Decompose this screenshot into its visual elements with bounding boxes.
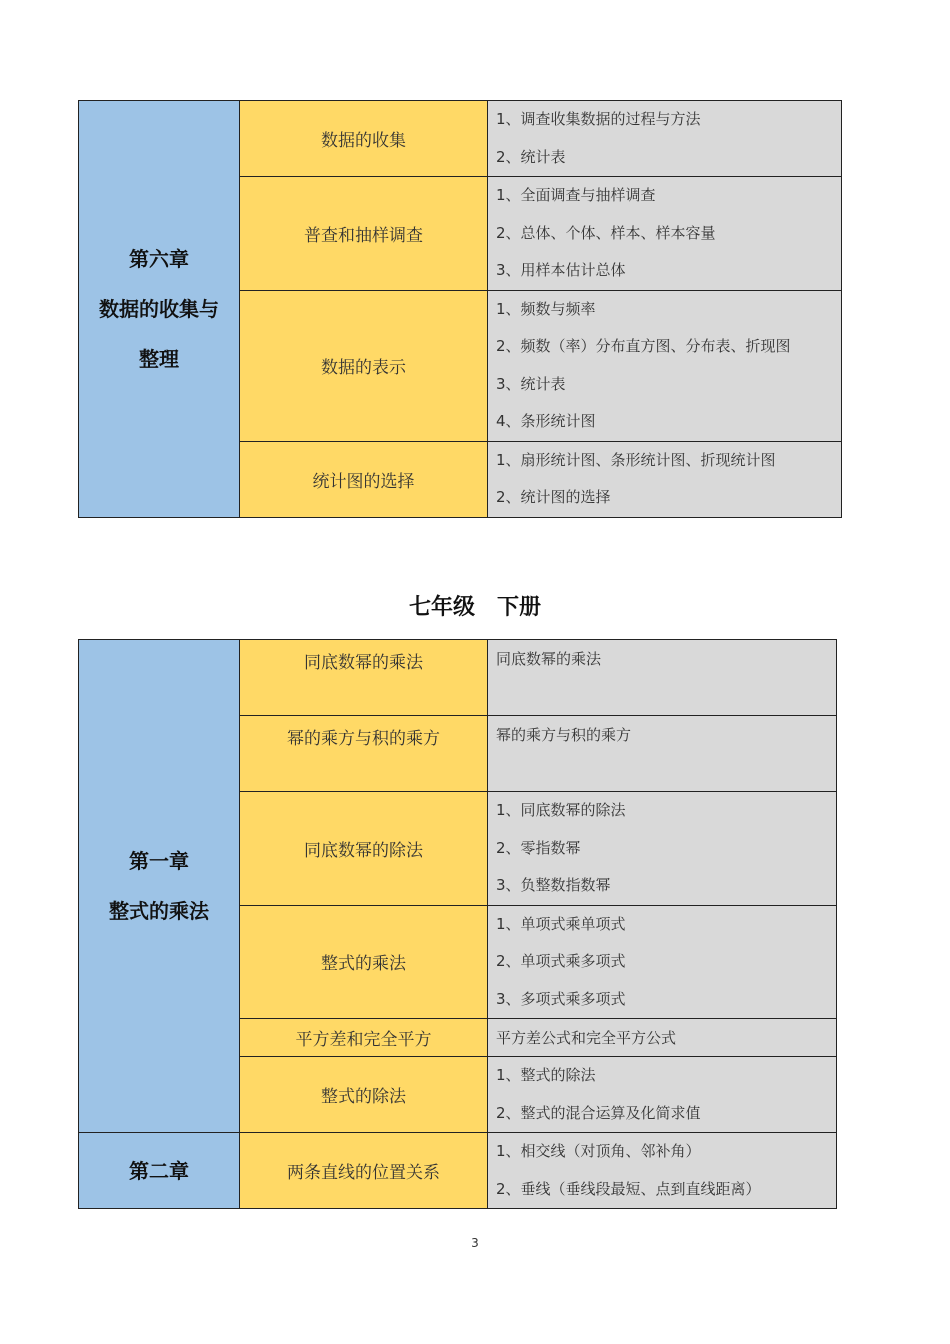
page-number: 3 bbox=[471, 1236, 479, 1250]
detail-cell bbox=[488, 101, 842, 177]
detail-item: 1、单项式乘单项式 bbox=[496, 914, 626, 933]
detail-cell bbox=[488, 905, 837, 1019]
section-cell: 统计图的选择 bbox=[240, 441, 488, 517]
detail-cell bbox=[488, 290, 842, 441]
chapter-title: 第一章 bbox=[129, 849, 189, 873]
grade7-volume2-table bbox=[78, 639, 837, 1209]
detail-item: 2、总体、个体、样本、样本容量 bbox=[496, 223, 716, 242]
detail-item: 1、频数与频率 bbox=[496, 299, 596, 318]
section-cell: 整式的乘法 bbox=[240, 905, 488, 1019]
section-cell: 平方差和完全平方 bbox=[240, 1019, 488, 1057]
detail-cell: 平方差公式和完全平方公式 bbox=[488, 1019, 837, 1057]
detail-item: 1、全面调查与抽样调查 bbox=[496, 186, 656, 204]
detail-cell bbox=[488, 1133, 837, 1209]
detail-item: 3、用样本估计总体 bbox=[496, 261, 626, 279]
chapter2-cell: 第二章 bbox=[79, 1133, 240, 1209]
detail-cell bbox=[488, 441, 842, 517]
detail-cell bbox=[488, 177, 842, 291]
chapter-title: 第六章 bbox=[129, 246, 189, 271]
detail-item: 2、频数（率）分布直方图、分布表、折现图 bbox=[496, 337, 791, 355]
chapter6-cell bbox=[79, 101, 240, 518]
detail-item: 1、扇形统计图、条形统计图、折现统计图 bbox=[496, 450, 776, 469]
detail-cell: 同底数幂的乘法 bbox=[488, 640, 837, 716]
section-cell: 普查和抽样调查 bbox=[240, 177, 488, 291]
grade-heading: 七年级 下册 bbox=[408, 595, 541, 620]
detail-item: 2、整式的混合运算及化简求值 bbox=[496, 1103, 701, 1122]
section-cell: 整式的除法 bbox=[240, 1057, 488, 1133]
section-cell: 同底数幂的除法 bbox=[240, 792, 488, 906]
detail-item: 2、统计表 bbox=[496, 147, 566, 166]
detail-item: 1、整式的除法 bbox=[496, 1066, 596, 1084]
detail-item: 1、相交线（对顶角、邻补角） bbox=[496, 1142, 701, 1160]
detail-item: 3、负整数指数幂 bbox=[496, 876, 611, 894]
chapter-title: 数据的收集与 bbox=[99, 296, 219, 321]
section-cell: 数据的收集 bbox=[240, 101, 488, 177]
section-cell: 两条直线的位置关系 bbox=[240, 1133, 488, 1209]
detail-item: 2、单项式乘多项式 bbox=[496, 952, 626, 970]
section-cell: 幂的乘方与积的乘方 bbox=[240, 716, 488, 792]
detail-cell bbox=[488, 792, 837, 906]
section-cell: 同底数幂的乘法 bbox=[240, 640, 488, 716]
detail-item: 2、统计图的选择 bbox=[496, 488, 611, 506]
section-cell: 数据的表示 bbox=[240, 290, 488, 441]
detail-item: 1、同底数幂的除法 bbox=[496, 801, 626, 819]
chapter6-table bbox=[78, 100, 842, 518]
chapter-title: 整理 bbox=[139, 346, 179, 371]
detail-item: 2、垂线（垂线段最短、点到直线距离） bbox=[496, 1179, 761, 1198]
chapter1-cell bbox=[79, 640, 240, 1133]
detail-item: 3、统计表 bbox=[496, 374, 566, 393]
detail-item: 3、多项式乘多项式 bbox=[496, 989, 626, 1008]
chapter-title: 整式的乘法 bbox=[109, 899, 209, 923]
detail-cell bbox=[488, 1057, 837, 1133]
detail-item: 1、调查收集数据的过程与方法 bbox=[496, 110, 701, 128]
detail-cell: 幂的乘方与积的乘方 bbox=[488, 716, 837, 792]
detail-item: 4、条形统计图 bbox=[496, 412, 596, 430]
detail-item: 2、零指数幂 bbox=[496, 838, 581, 857]
